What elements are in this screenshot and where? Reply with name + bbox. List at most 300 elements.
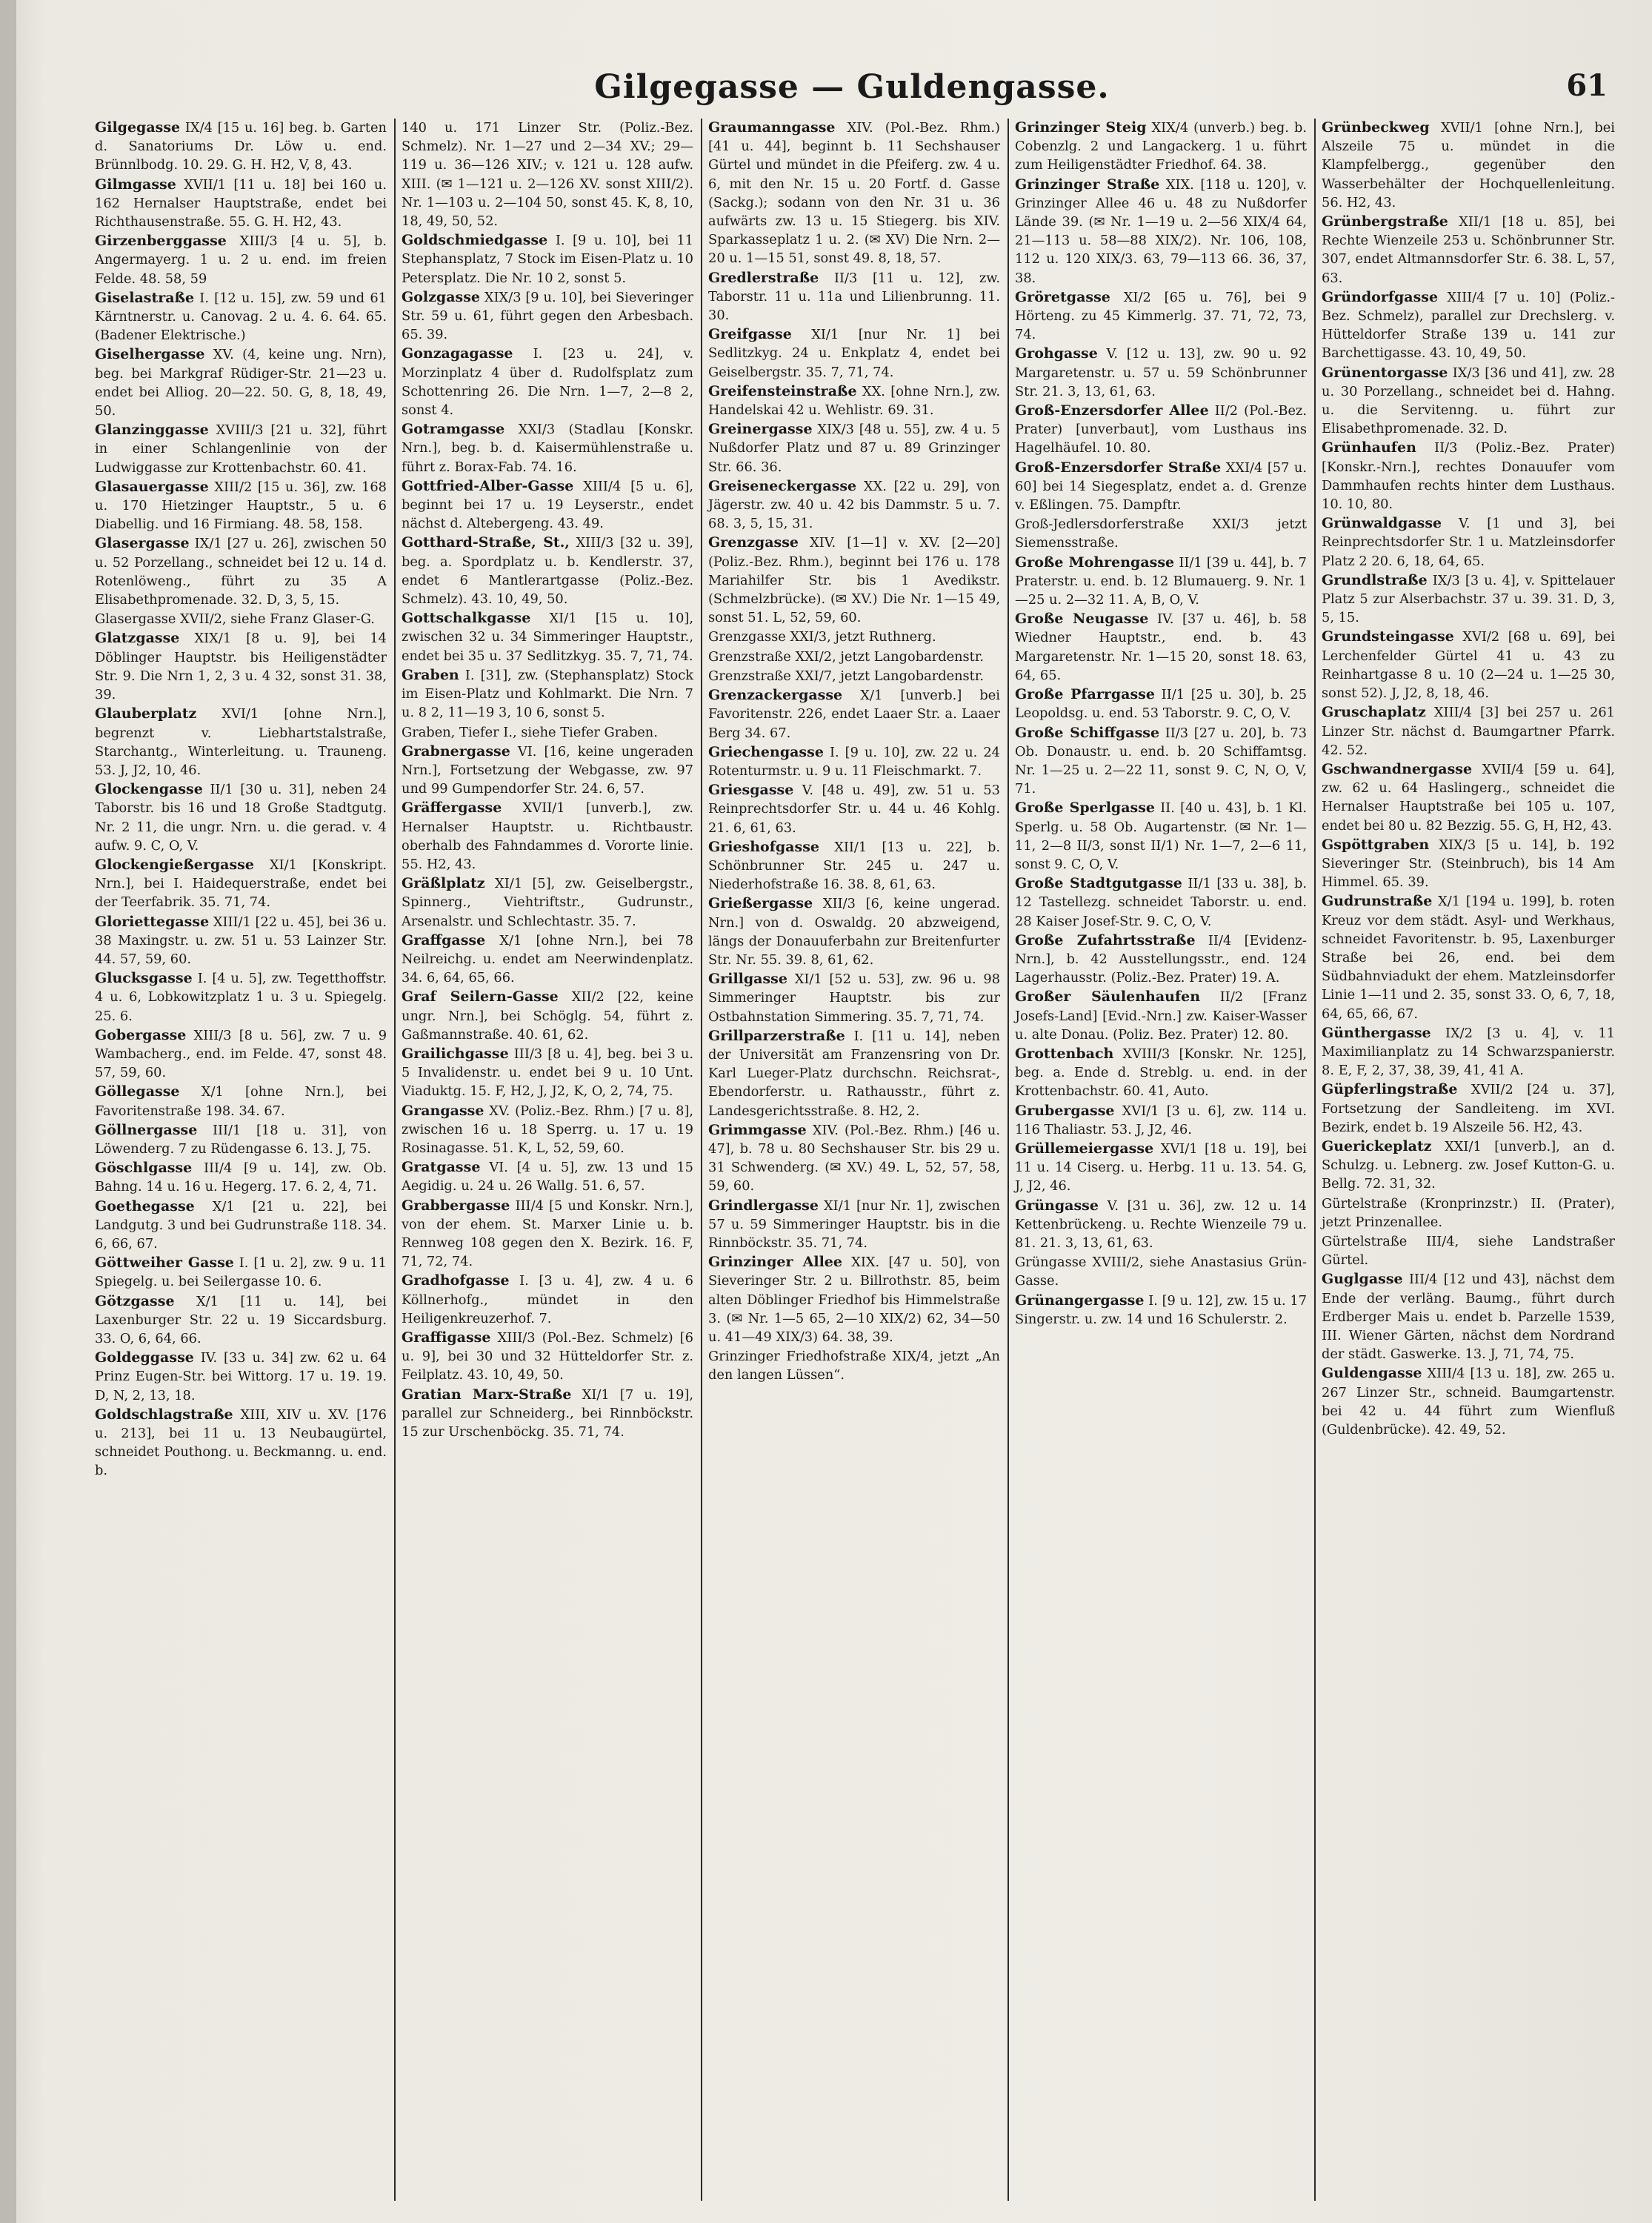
street-name: Gudrunstraße xyxy=(1322,893,1433,910)
directory-entry xyxy=(1322,892,1615,1023)
directory-entry xyxy=(708,119,1000,268)
street-name: Göttweiher Gasse xyxy=(95,1255,234,1272)
street-name: Grubergasse xyxy=(1015,1102,1115,1119)
street-name: Grottenbach xyxy=(1015,1045,1114,1062)
street-description: XVIII/3 [21 u. 32], führt in einer Schlangenlinie von der Ludwiggasse zur Krottenbachstr. 60. 41. xyxy=(95,422,387,476)
directory-entry xyxy=(1015,459,1307,515)
street-name: Grüllemeiergasse xyxy=(1015,1140,1154,1157)
street-name: Groß-Enzersdorfer Straße xyxy=(1015,459,1222,476)
street-description: Gürtelstraße (Kronprinzstr.) II. (Prater), jetzt Prinzenallee. xyxy=(1322,1195,1615,1230)
directory-entry xyxy=(1015,610,1307,685)
street-name: Golzgasse xyxy=(402,288,480,305)
street-name: Grünangergasse xyxy=(1015,1292,1145,1309)
street-description: Grüngasse XVIII/2, siehe Anastasius Grün-Gasse. xyxy=(1015,1255,1307,1289)
directory-entry xyxy=(95,232,387,288)
street-description: X/1 [unverb.] bei Favoritenstr. 226, endet Laaer Str. a. Laaer Berg 34. 67. xyxy=(708,688,1000,741)
directory-entry xyxy=(1322,571,1615,628)
directory-entry xyxy=(708,1121,1000,1196)
street-name: Grundsteingasse xyxy=(1322,628,1454,645)
directory-entry xyxy=(95,705,387,780)
street-description: XIV. [1—1] v. XV. [2—20] (Poliz.-Bez. Rhm.), beginnt bei 176 u. 178 Mariahilfer Str. bis 1 Avedikstr. (Schmelzbrücke). (✉ XV.) Die Nr. 1—15 49, sonst 51. L, 52, 59, 60. xyxy=(708,535,1001,626)
street-directory-columns xyxy=(89,119,1622,2201)
street-description: I. [4 u. 5], zw. Tegetthoffstr. 4 u. 6, Lobkowitzplatz 1 u. 3 u. Spiegelg. 25. 6. xyxy=(95,971,387,1024)
directory-entry xyxy=(1322,439,1615,514)
street-name: Gratgasse xyxy=(402,1159,481,1176)
street-description: XIV. (Pol.-Bez. Rhm.) [46 u. 47], b. 78 u. 80 Sechshauser Str. bis 29 u. 31 Schwenderg. (✉ XV.) 49. L, 52, 57, 58, 59, 60. xyxy=(708,1122,1000,1194)
directory-entry xyxy=(402,799,693,874)
street-description: III/3 [8 u. 4], beg. bei 3 u. 5 Invalidenstr. u. endet bei 9 u. 10 Unt. Viaduktg. 15. F, H2, J, J2, K, O, 2, 74, 75. xyxy=(402,1046,693,1100)
street-name: Grinzinger Straße xyxy=(1015,176,1160,193)
street-description: I. [31], zw. (Stephansplatz) Stock im Eisen-Platz und Kohlmarkt. Die Nrn. 7 u. 8 2, 11—19 3, 10 6, sonst 5. xyxy=(402,667,693,721)
street-description: XII/3 [6, keine ungerad. Nrn.] von d. Oswaldg. 20 abzweigend, längs der Donauuferbahn zur Breitenfurter Str. Nr. 55. 39. 8, 61, 62. xyxy=(708,896,1000,968)
directory-entry xyxy=(95,969,387,1026)
directory-entry xyxy=(402,1272,693,1328)
directory-entry xyxy=(402,420,693,476)
street-description: II/4 [Evidenz-Nrn.], b. 42 Ausstellungsstr., end. 124 Lagerhausstr. (Poliz.-Bez. Prater) 19. A. xyxy=(1015,932,1307,986)
street-description: XIII/2 [15 u. 36], zw. 168 u. 170 Hietzinger Hauptstr., 5 u. 6 Diabellig. und 16 Firmiang. 48. 58, 158. xyxy=(95,479,387,533)
street-description: XV. (Poliz.-Bez. Rhm.) [7 u. 8], zwischen 16 u. 18 Sperrg. u. 17 u. 19 Rosinagasse. 51. K, L, 52, 59, 60. xyxy=(402,1103,693,1156)
directory-entry xyxy=(708,1347,1000,1384)
street-description: 140 u. 171 Linzer Str. (Poliz.-Bez. Schmelz). Nr. 1—27 und 2—34 XV.; 29—119 u. 36—126 XIV.; v. 121 u. 128 aufw. XIII. (✉ 1—121 u. 2—126 XV. sonst XIII/2). Nr. 1—103 u. 2—104 50, sonst 45. K, 8, 10, 18, 49, 50, 52. xyxy=(402,120,693,230)
street-name: Grinzinger Steig xyxy=(1015,119,1147,136)
street-name: Grimmgasse xyxy=(708,1121,807,1138)
street-name: Gotramgasse xyxy=(402,421,505,438)
directory-entry xyxy=(402,477,693,534)
street-name: Groß-Enzersdorfer Allee xyxy=(1015,402,1209,419)
street-description: Grinzinger Friedhofstraße XIX/4, jetzt „An den langen Lüssen“. xyxy=(708,1349,1000,1383)
directory-entry xyxy=(1322,1137,1615,1194)
street-description: II/1 [33 u. 38], b. 12 Tastellezg. schneidet Taborstr. u. end. 28 Kaiser Josef-Str. 9. C, O, V. xyxy=(1015,876,1308,929)
directory-entry xyxy=(1015,931,1307,988)
street-description: XIX/3 [9 u. 10], bei Sieveringer Str. 59 u. 61, führt gegen den Arbesbach. 65. 39. xyxy=(402,289,693,343)
street-description: XI/1 [15 u. 10], zwischen 32 u. 34 Simmeringer Hauptstr., endet bei 35 u. 37 Sedlitzkyg. 35. 7, 71, 74. xyxy=(402,611,693,664)
column-2 xyxy=(396,119,702,2201)
street-description: V. [1 und 3], bei Reinprechtsdorfer Str. 1 u. Matzleinsdorfer Platz 2 20. 6, 18, 64, 65. xyxy=(1322,516,1615,569)
column-1 xyxy=(89,119,396,2201)
street-description: XVI/1 [ohne Nrn.], begrenzt v. Liebhartstalstraße, Starchantg., Winterleitung. u. Trauneng. 53. J, J2, 10, 46. xyxy=(95,706,387,778)
street-description: XXI/1 [unverb.], an d. Schulzg. u. Lebnerg. zw. Josef Kutton-G. u. Bellg. 72. 31, 32. xyxy=(1322,1138,1615,1192)
directory-entry xyxy=(708,382,1000,419)
street-name: Großer Säulenhaufen xyxy=(1015,988,1201,1006)
street-name: Giselastraße xyxy=(95,289,195,306)
street-name: Große Mohrengasse xyxy=(1015,554,1175,571)
directory-entry xyxy=(1015,119,1307,175)
street-description: X/1 [21 u. 22], bei Landgutg. 3 und bei Gudrunstraße 118. 34. 6, 66, 67. xyxy=(95,1198,387,1252)
street-name: Guglgasse xyxy=(1322,1271,1403,1288)
street-name: Gschwandnergasse xyxy=(1322,760,1473,777)
street-name: Girzenberggasse xyxy=(95,233,227,250)
directory-entry xyxy=(402,231,693,288)
street-name: Griechengasse xyxy=(708,743,824,760)
street-description: XII/1 [13 u. 22], b. Schönbrunner Str. 245 u. 247 u. Niederhofstraße 16. 38. 8, 61, 63. xyxy=(708,839,1000,893)
street-description: X/1 [194 u. 199], b. roten Kreuz vor dem städt. Asyl- und Werkhaus, schneidet Favoritenstr. b. 95, Laxenburger Straße bei 26, end. bei dem Südbahnviadukt der ehem. Matzleinsdorfer Linie 1—11 und 2. 35, sonst 33. O, 6, 7, 18, 64, 65, 66, 67. xyxy=(1322,894,1615,1022)
street-name: Glucksgasse xyxy=(95,970,193,987)
directory-entry xyxy=(402,723,693,742)
directory-entry xyxy=(1015,874,1307,931)
street-description: XIX/4 (unverb.) beg. b. Cobenzlg. 2 und Langackerg. 1 u. führt zum Heiligenstädter Friedhof. 64. 38. xyxy=(1015,120,1307,173)
street-description: II/3 [27 u. 20], b. 73 Ob. Donaustr. u. end. b. 20 Schiffamtsg. Nr. 1—25 u. 2—22 11, sonst 9. C, N, O, V, 71. xyxy=(1015,725,1308,797)
directory-entry xyxy=(1322,213,1615,288)
street-description: IV. [33 u. 34] zw. 62 u. 64 Prinz Eugen-Str. bei Wittorg. 17 u. 19. 19. D, N, 2, 13, 18. xyxy=(95,1350,387,1403)
street-description: XIII/4 [13 u. 18], zw. 265 u. 267 Linzer Str., schneid. Baumgartenstr. bei 42 u. 44 führt zum Wienfluß (Guldenbrücke). 42. 49, 52. xyxy=(1322,1366,1615,1438)
street-name: Giselhergasse xyxy=(95,346,205,363)
street-name: Graben xyxy=(402,666,459,683)
street-name: Graumanngasse xyxy=(708,119,836,136)
directory-entry xyxy=(708,1027,1000,1120)
directory-entry xyxy=(1322,760,1615,835)
street-name: Glasergasse xyxy=(95,535,190,552)
directory-entry xyxy=(1322,703,1615,760)
directory-entry xyxy=(1322,364,1615,439)
directory-entry xyxy=(708,743,1000,780)
street-description: XIII, XIV u. XV. [176 u. 213], bei 11 u. 13 Neubaugürtel, schneidet Pouthong. u. Beckmanng. u. end. b. xyxy=(95,1406,387,1479)
directory-entry xyxy=(95,176,387,232)
street-description: XVI/1 [3 u. 6], zw. 114 u. 116 Thaliastr. 53. J, J2, 46. xyxy=(1015,1103,1308,1137)
street-description: II/3 [11 u. 12], zw. Taborstr. 11 u. 11a und Lilienbrunng. 11. 30. xyxy=(708,270,1000,324)
directory-entry xyxy=(402,742,693,799)
street-name: Grenzgasse xyxy=(708,534,799,551)
street-name: Güpferlingstraße xyxy=(1322,1081,1458,1098)
directory-entry xyxy=(95,345,387,420)
street-name: Gobergasse xyxy=(95,1026,187,1043)
street-description: Grenzstraße XXI/7, jetzt Langobardenstr. xyxy=(708,668,985,684)
street-name: Götzgasse xyxy=(95,1292,175,1309)
street-name: Grindlergasse xyxy=(708,1197,819,1214)
street-description: III/4 [9 u. 14], zw. Ob. Bahng. 14 u. 16 u. Hegerg. 17. 6. 2, 4, 71. xyxy=(95,1160,387,1195)
directory-entry xyxy=(1322,514,1615,571)
street-name: Gspöttgraben xyxy=(1322,836,1430,853)
street-name: Grüngasse xyxy=(1015,1197,1099,1214)
directory-entry xyxy=(1015,1197,1307,1253)
street-name: Gräßlplatz xyxy=(402,875,485,892)
directory-entry xyxy=(402,1102,693,1158)
street-name: Griesgasse xyxy=(708,782,794,799)
street-description: XIII/1 [22 u. 45], bei 36 u. 38 Maxingstr. u. zw. 51 u. 53 Lainzer Str. 44. 57, 59, 60. xyxy=(95,914,387,967)
directory-entry xyxy=(95,629,387,704)
directory-entry xyxy=(95,1121,387,1158)
street-description: XV. (4, keine ung. Nrn), beg. bei Markgraf Rüdiger-Str. 21—23 u. endet bei Alliog. 20—22. 50. G, 8, 18, 49, 50. xyxy=(95,347,387,419)
street-description: X/1 [11 u. 14], bei Laxenburger Str. 22 u. 19 Siccardsburg. 33. O, 6, 64, 66. xyxy=(95,1293,387,1346)
street-description: X/1 [ohne Nrn.], bei 78 Neilreichg. u. endet am Neerwindenplatz. 34. 6, 64, 65, 66. xyxy=(402,932,693,986)
directory-entry xyxy=(708,686,1000,742)
directory-entry xyxy=(1322,1194,1615,1232)
directory-entry xyxy=(708,269,1000,325)
directory-entry xyxy=(402,1386,693,1442)
street-description: II. [40 u. 43], b. 1 Kl. Sperlg. u. 58 Ob. Augartenstr. (✉ Nr. 1—11, 2—8 II/3, sonst II/1) Nr. 1—7, 2—6 11, sonst 9. C, O, V. xyxy=(1015,800,1308,872)
street-description: II/1 [25 u. 30], b. 25 Leopoldsg. u. end. 53 Taborstr. 9. C, O, V. xyxy=(1015,687,1308,722)
street-name: Graffgasse xyxy=(402,931,486,948)
street-name: Grohgasse xyxy=(1015,345,1098,362)
directory-entry xyxy=(402,1158,693,1195)
page-header xyxy=(89,68,1615,120)
directory-entry xyxy=(402,874,693,931)
street-description: I. [1 u. 2], zw. 9 u. 11 Spiegelg. u. bei Seilergasse 10. 6. xyxy=(95,1255,387,1290)
column-3 xyxy=(702,119,1009,2201)
street-description: VI. [4 u. 5], zw. 13 und 15 Aegidig. u. 24 u. 26 Wallg. 51. 6, 57. xyxy=(402,1160,694,1194)
directory-entry xyxy=(1015,799,1307,874)
street-name: Goldeggasse xyxy=(95,1349,194,1366)
street-name: Greinergasse xyxy=(708,421,813,438)
street-description: Glasergasse XVII/2, siehe Franz Glaser-G. xyxy=(95,611,375,628)
street-name: Glanzinggasse xyxy=(95,422,209,439)
directory-entry xyxy=(95,610,387,628)
street-name: Günthergasse xyxy=(1322,1024,1431,1041)
directory-entry xyxy=(1015,1292,1307,1329)
street-name: Greiseneckergasse xyxy=(708,477,857,494)
street-name: Gottschalkgasse xyxy=(402,610,531,627)
directory-entry xyxy=(95,1159,387,1196)
street-description: XI/1 [7 u. 19], parallel zur Schneiderg., bei Rinnböckstr. 15 zur Urschenböckg. 35. 71, 74. xyxy=(402,1386,693,1441)
street-name: Greifensteinstraße xyxy=(708,382,857,399)
street-name: Grundlstraße xyxy=(1322,571,1428,588)
street-description: XVI/2 [68 u. 69], bei Lerchenfelder Gürtel 41 u. 43 zu Reinhartgasse 8 u. 10 (2—24 u. 1—25 30, sonst 52). J, J2, 8, 18, 46. xyxy=(1322,629,1615,702)
directory-entry xyxy=(95,289,387,345)
directory-entry xyxy=(708,534,1000,627)
street-description: II/3 (Poliz.-Bez. Prater) [Konskr.-Nrn.], rechtes Donauufer vom Dammhaufen rechts hinter dem Lusthaus. 10. 10, 80. xyxy=(1322,440,1615,513)
directory-entry xyxy=(708,628,1000,646)
street-description: XVII/4 [59 u. 64], zw. 62 u. 64 Haslingerg., schneidet die Hernalser Hauptstraße bei 105 u. 107, endet bei 80 u. 82 Bezzig. 55. G, H, H2, 43. xyxy=(1322,761,1615,834)
street-description: Grenzgasse XXI/3, jetzt Ruthnerg. xyxy=(708,629,936,645)
directory-entry xyxy=(708,894,1000,969)
street-description: XXI/4 [57 u. 60] bei 14 Siegesplatz, endet a. d. Grenze v. Eßlingen. 75. Dampftr. xyxy=(1015,459,1308,514)
street-name: Große Schiffgasse xyxy=(1015,724,1160,741)
street-description: XVII/1 [ohne Nrn.], bei Alszeile 75 u. mündet in die Klampfelbergg., gegenüber den Wasserbehälter der Hochquellenleitung. 56. H2, 43. xyxy=(1322,120,1615,210)
street-description: XIII/3 (Pol.-Bez. Schmelz) [6 u. 9], bei 30 und 32 Hütteldorfer Str. z. Feilplatz. 43. 10, 49, 50. xyxy=(402,1330,693,1383)
page-edge-shadow xyxy=(0,0,16,2223)
street-description: XIV. (Pol.-Bez. Rhm.) [41 u. 44], beginnt b. 11 Sechshauser Gürtel und mündet in die Pfeiferg. zw. 4 u. 6, mit den Nr. 15 u. 20 Fortf. d. Gasse (Sackg.); sodann von den Nr. 31 u. 36 aufwärts zw. 13 u. 15 Stiegerg. bis XIV. Sparkasseplatz 1 u. 2. (✉ XV) Die Nrn. 2—20 u. 1—15 51, sonst 49. 8, 18, 57. xyxy=(708,120,1000,267)
street-name: Grillparzerstraße xyxy=(708,1027,845,1044)
street-description: XI/1 [5], zw. Geiselbergstr., Spinnerg., Viehtriftstr., Gudrunstr., Arsenalstr. und Schlechtastr. 35. 7. xyxy=(402,876,693,929)
street-description: IX/2 [3 u. 4], v. 11 Maximilianplatz zu 14 Schwarzspanierstr. 8. E, F, 2, 37, 38, 39, 41, 41 A. xyxy=(1322,1025,1616,1079)
street-name: Goethegasse xyxy=(95,1197,195,1214)
street-description: IV. [37 u. 46], b. 58 Wiedner Hauptstr., end. b. 43 Margaretenstr. Nr. 1—15 20, sonst 18. 63, 64, 65. xyxy=(1015,611,1307,683)
street-description: XII/1 [18 u. 85], bei Rechte Wienzeile 253 u. Schönbrunner Str. 307, endet Altmannsdorfer Str. 6. 38. L, 57, 63. xyxy=(1322,214,1616,286)
directory-entry xyxy=(708,838,1000,894)
directory-entry xyxy=(1015,1102,1307,1139)
directory-entry xyxy=(1015,345,1307,401)
directory-entry xyxy=(1322,1364,1615,1439)
street-name: Grießergasse xyxy=(708,895,813,912)
street-description: XIII/4 [5 u. 6], beginnt bei 17 u. 19 Leyserstr., endet nächst d. Altebergeng. 43. 49. xyxy=(402,478,694,532)
directory-entry xyxy=(402,288,693,345)
street-name: Gredlerstraße xyxy=(708,269,819,286)
directory-entry xyxy=(708,667,1000,685)
street-name: Gräffergasse xyxy=(402,800,502,817)
street-name: Grailichgasse xyxy=(402,1045,509,1062)
directory-entry xyxy=(1322,119,1615,212)
directory-entry xyxy=(402,1329,693,1385)
directory-entry xyxy=(1015,515,1307,552)
street-name: Glasauergasse xyxy=(95,478,209,495)
directory-entry xyxy=(708,648,1000,666)
directory-entry xyxy=(95,856,387,912)
directory-entry xyxy=(95,1292,387,1349)
directory-entry xyxy=(402,534,693,608)
street-description: II/1 [39 u. 44], b. 7 Praterstr. u. end. b. 12 Blumauerg. 9. Nr. 1—25 u. 2—32 11. A, B, O, V. xyxy=(1015,554,1307,608)
street-name: Grabnergasse xyxy=(402,742,510,760)
street-description: XIII/4 [7 u. 10] (Poliz.-Bez. Schmelz), parallel zur Drechslerg. v. Hütteldorfer Straße 139 u. 141 zur Barchettigasse. 43. 10, 49, 50. xyxy=(1322,289,1615,362)
directory-entry xyxy=(95,1026,387,1083)
directory-entry xyxy=(95,1406,387,1481)
directory-entry xyxy=(708,1197,1000,1253)
street-description: I. [9 u. 10], zw. 22 u. 24 Rotenturmstr. u. 9 u. 11 Fleischmarkt. 7. xyxy=(708,744,1000,779)
directory-entry xyxy=(1322,1080,1615,1137)
street-name: Graffigasse xyxy=(402,1329,491,1346)
street-name: Guldengasse xyxy=(1322,1365,1422,1382)
street-name: Grünentorgasse xyxy=(1322,364,1448,381)
street-name: Gonzagagasse xyxy=(402,345,513,362)
directory-entry xyxy=(1015,402,1307,458)
directory-entry xyxy=(1015,554,1307,610)
street-description: Gürtelstraße III/4, siehe Landstraßer Gürtel. xyxy=(1322,1233,1615,1269)
street-description: XIII/3 [4 u. 5], b. Angermayerg. 1 u. 2 u. end. im freien Felde. 48. 58, 59 xyxy=(95,233,387,287)
street-name: Grillgasse xyxy=(708,971,787,988)
directory-entry xyxy=(1015,724,1307,799)
street-name: Große Zufahrtsstraße xyxy=(1015,931,1196,948)
street-description: XIII/3 [32 u. 39], beg. a. Spordplatz u. b. Kendlerstr. 37, endet 6 Mantlerartgasse (Poliz.-Bez. Schmelz). 43. 10, 49, 50. xyxy=(402,535,694,608)
directory-entry xyxy=(1015,176,1307,288)
street-description: II/2 [Franz Josefs-Land] [Evid.-Nrn.] zw. Kaiser-Wasser u. alte Donau. (Poliz. Bez. Prater) 12. 80. xyxy=(1015,989,1307,1043)
street-name: Gruschaplatz xyxy=(1322,704,1426,721)
directory-entry xyxy=(402,1197,693,1272)
directory-entry xyxy=(1015,988,1307,1044)
street-name: Grinzinger Allee xyxy=(708,1254,842,1271)
street-name: Grenzackergasse xyxy=(708,687,843,704)
street-name: Grünwaldgasse xyxy=(1322,515,1442,532)
page-title: Gilgegasse — Guldengasse. xyxy=(594,68,1110,106)
street-name: Grünhaufen xyxy=(1322,439,1416,456)
column-5 xyxy=(1316,119,1622,2201)
directory-entry xyxy=(402,931,693,988)
street-description: XVII/2 [24 u. 37], Fortsetzung der Sandleiteng. im XVI. Bezirk, endet b. 19 Alszeile 56. H2, 43. xyxy=(1322,1082,1615,1135)
street-description: Graben, Tiefer I., siehe Tiefer Graben. xyxy=(402,724,658,740)
street-name: Goldschmiedgasse xyxy=(402,232,548,249)
street-name: Gratian Marx-Straße xyxy=(402,1386,572,1403)
page-number: 61 xyxy=(1566,68,1608,103)
street-description: X/1 [ohne Nrn.], bei Favoritenstraße 198. 34. 67. xyxy=(95,1084,387,1119)
directory-entry xyxy=(95,1197,387,1254)
street-description: I. [12 u. 15], zw. 59 und 61 Kärntnerstr. u. Canovag. 2 u. 4. 6. 64. 65. (Badener Elektrische.) xyxy=(95,290,387,344)
street-description: XX. [22 u. 29], von Jägerstr. zw. 40 u. 42 bis Dammstr. 5 u. 7. 68. 3, 5, 15, 31. xyxy=(708,478,1000,532)
street-description: XX. [ohne Nrn.], zw. Handelskai 42 u. Wehlistr. 69. 31. xyxy=(708,383,1000,419)
directory-entry xyxy=(1322,1232,1615,1269)
directory-entry xyxy=(708,1253,1000,1346)
street-description: IX/4 [15 u. 16] beg. b. Garten d. Sanatoriums Dr. Löw u. end. Brünnlbodg. 10. 29. G. H. H2, V, 8, 43. xyxy=(95,120,387,173)
street-description: XIX. [47 u. 50], von Sieveringer Str. 2 u. Billrothstr. 85, beim alten Döblinger Friedhof bis Himmelstraße 3. (✉ Nr. 1—5 65, 2—10 XIX/2) 62, 34—50 u. 41—49 XIX/3) 64. 38, 39. xyxy=(708,1255,1000,1345)
street-description: XVIII/3 [Konskr. Nr. 125], beg. a. Ende d. Streblg. u. end. in der Krottenbachstr. 60. 41, Auto. xyxy=(1015,1046,1307,1100)
directory-entry xyxy=(95,478,387,534)
street-name: Greifgasse xyxy=(708,326,792,343)
directory-entry xyxy=(95,913,387,969)
street-description: IX/3 [36 und 41], zw. 28 u. 30 Porzellang., schneidet bei d. Hahng. u. die Servitenng. u. führt zur Elisabethpromenade. 32. D. xyxy=(1322,365,1615,437)
street-description: III/4 [12 und 43], nächst dem Ende der verläng. Baumg., führt durch Erdberger Mais u. endet b. Parzelle 1539, III. Wiener Gärten, nächst dem Nordrand der städt. Gaswerke. 13. J, 71, 74, 75. xyxy=(1322,1272,1615,1363)
street-description: XI/1 [nur Nr. 1], zwischen 57 u. 59 Simmeringer Hauptstr. bis in die Rinnböckstr. 35. 71, 74. xyxy=(708,1197,1000,1251)
street-name: Glauberplatz xyxy=(95,705,197,722)
street-name: Göschlgasse xyxy=(95,1160,193,1177)
street-description: I. [23 u. 24], v. Morzinplatz 4 über d. Rudolfsplatz zum Schottenring 26. Die Nrn. 1—7, 2—8 2, sonst 4. xyxy=(402,346,693,419)
street-description: XVII/1 [unverb.], zw. Hernalser Hauptstr. u. Richtbaustr. oberhalb des Fahndammes d. Vororte linie. 55. H2, 43. xyxy=(402,800,693,872)
directory-entry xyxy=(1015,1045,1307,1101)
street-description: XI/1 [Konskript. Nrn.], bei I. Haidequerstraße, endet bei der Teerfabrik. 35. 71, 74. xyxy=(95,857,387,911)
column-4 xyxy=(1009,119,1316,2201)
street-description: II/1 [30 u. 31], neben 24 Taborstr. bis 16 und 18 Große Stadtgutg. Nr. 2 11, die ungr. Nrn. u. die gerad. v. 4 aufw. 9. C, O, V. xyxy=(95,782,387,854)
street-name: Grünbeckweg xyxy=(1322,119,1430,136)
street-name: Große Stadtgutgasse xyxy=(1015,875,1182,892)
street-description: III/4 [5 und Konskr. Nrn.], von der ehem. St. Marxer Linie u. b. Rennweg 108 gegen den X. Bezirk. 16. F, 71, 72, 74. xyxy=(402,1197,693,1270)
street-name: Gilmgasse xyxy=(95,176,176,193)
directory-entry xyxy=(95,534,387,609)
directory-entry xyxy=(95,119,387,175)
street-description: XIX/3 [5 u. 14], b. 192 Sieveringer Str. (Steinbruch), bis 14 Am Himmel. 65. 39. xyxy=(1322,837,1615,891)
directory-entry xyxy=(402,1045,693,1101)
street-description: V. [12 u. 13], zw. 90 u. 92 Margaretenstr. u. 57 u. 59 Schönbrunner Str. 21. 3, 13, 61, 63. xyxy=(1015,346,1307,399)
street-description: I. [11 u. 14], neben der Universität am Franzensring von Dr. Karl Lueger-Platz durchschn. Reichsrat-, Ebendorferstr. u. Rathausstr., führt z. Landesgerichtsstraße. 8. H2, 2. xyxy=(708,1028,1001,1119)
street-description: I. [3 u. 4], zw. 4 u. 6 Köllnerhofg., mündet in den Heiligenkreuzerhof. 7. xyxy=(402,1273,693,1326)
directory-entry xyxy=(708,970,1000,1026)
street-name: Glockengießergasse xyxy=(95,856,254,873)
street-description: XIX. [118 u. 120], v. Grinzinger Allee 46 u. 48 zu Nußdorfer Lände 39. (✉ Nr. 1—19 u. 2—56 XIX/4 64, 21—113 u. 58—88 XIX/2). Nr. 106, 108, 112 u. 120 XIX/3. 63, 79—113 66. 36, 37, 38. xyxy=(1015,176,1308,286)
directory-entry xyxy=(1322,288,1615,363)
street-description: XIII/4 [3] bei 257 u. 261 Linzer Str. nächst d. Baumgartner Pfarrk. 42. 52. xyxy=(1322,705,1615,758)
street-name: Gröretgasse xyxy=(1015,288,1110,305)
street-description: Groß-Jedlersdorferstraße XXI/3 jetzt Siemensstraße. xyxy=(1015,516,1307,551)
street-description: Grenzstraße XXI/2, jetzt Langobardenstr. xyxy=(708,648,985,665)
directory-entry xyxy=(708,420,1000,476)
directory-entry xyxy=(402,988,693,1044)
street-description: XI/1 [52 u. 53], zw. 96 u. 98 Simmeringer Hauptstr. bis zur Ostbahnstation Simmering. 35. 7, 71, 74. xyxy=(708,971,1001,1025)
street-name: Guerickeplatz xyxy=(1322,1137,1432,1154)
directory-entry xyxy=(95,1083,387,1120)
directory-entry xyxy=(1015,685,1307,722)
street-description: XVI/1 [18 u. 19], bei 11 u. 14 Ciserg. u. Herbg. 11 u. 13. 54. G, J, J2, 46. xyxy=(1015,1140,1307,1194)
directory-entry xyxy=(1322,836,1615,892)
street-description: XIX/3 [48 u. 55], zw. 4 u. 5 Nußdorfer Platz und 87 u. 89 Grinzinger Str. 66. 36. xyxy=(708,422,1001,475)
street-description: V. [48 u. 49], zw. 51 u. 53 Reinprechtsdorfer Str. u. 44 u. 46 Kohlg. 21. 6, 61, 63. xyxy=(708,782,1000,836)
street-name: Gradhofgasse xyxy=(402,1272,510,1289)
street-description: IX/3 [3 u. 4], v. Spittelauer Platz 5 zur Alserbachstr. 37 u. 39. 31. D, 3, 5, 15. xyxy=(1322,572,1615,626)
directory-entry xyxy=(1015,1253,1307,1290)
directory-entry xyxy=(95,421,387,477)
directory-entry xyxy=(402,609,693,665)
directory-entry xyxy=(402,666,693,722)
street-description: VI. [16, keine ungeraden Nrn.], Fortsetzung der Webgasse, zw. 97 und 99 Gumpendorfer Str. 24. 6, 57. xyxy=(402,743,694,797)
directory-entry xyxy=(402,345,693,419)
directory-entry xyxy=(1322,1024,1615,1080)
street-name: Große Pfarrgasse xyxy=(1015,686,1155,703)
street-name: Gründorfgasse xyxy=(1322,288,1439,305)
street-name: Glockengasse xyxy=(95,781,203,798)
street-description: IX/1 [27 u. 26], zwischen 50 u. 52 Porzellang., schneidet bei 12 u. 14 d. Rotenlöweng., führt zu 35 A Elisabethpromenade. 32. D, 3, 5, 15. xyxy=(95,536,387,608)
street-description: II/2 (Pol.-Bez. Prater) [unverbaut], vom Lusthaus ins Hagelhäufel. 10. 80. xyxy=(1015,403,1307,456)
street-name: Graf Seilern-Gasse xyxy=(402,988,559,1006)
directory-entry xyxy=(95,1254,387,1291)
directory-entry xyxy=(1015,1140,1307,1196)
street-description: XIX/1 [8 u. 9], bei 14 Döblinger Hauptstr. bis Heiligenstädter Str. 9. Die Nrn 1, 2, 3 u. 4 32, sonst 31. 38, 39. xyxy=(95,631,387,703)
street-description: I. [9 u. 10], bei 11 Stephansplatz, 7 Stock im Eisen-Platz u. 10 Petersplatz. Die Nr. 10 2, sonst 5. xyxy=(402,233,693,286)
street-name: Grabbergasse xyxy=(402,1197,510,1214)
directory-entry xyxy=(1322,1270,1615,1363)
street-name: Göllegasse xyxy=(95,1083,180,1100)
directory-entry xyxy=(95,1349,387,1405)
street-description: III/1 [18 u. 31], von Löwenderg. 7 zu Rüdengasse 6. 13. J, 75. xyxy=(95,1122,387,1157)
street-name: Gotthard-Straße, St., xyxy=(402,534,570,551)
street-name: Göllnergasse xyxy=(95,1121,198,1138)
street-name: Gloriettegasse xyxy=(95,913,210,930)
directory-entry xyxy=(708,781,1000,837)
street-description: XII/2 [22, keine ungr. Nrn.], bei Schöglg. 54, führt z. Gaßmannstraße. 40. 61, 62. xyxy=(402,989,693,1043)
street-name: Gilgegasse xyxy=(95,119,181,136)
street-name: Goldschlagstraße xyxy=(95,1406,233,1423)
